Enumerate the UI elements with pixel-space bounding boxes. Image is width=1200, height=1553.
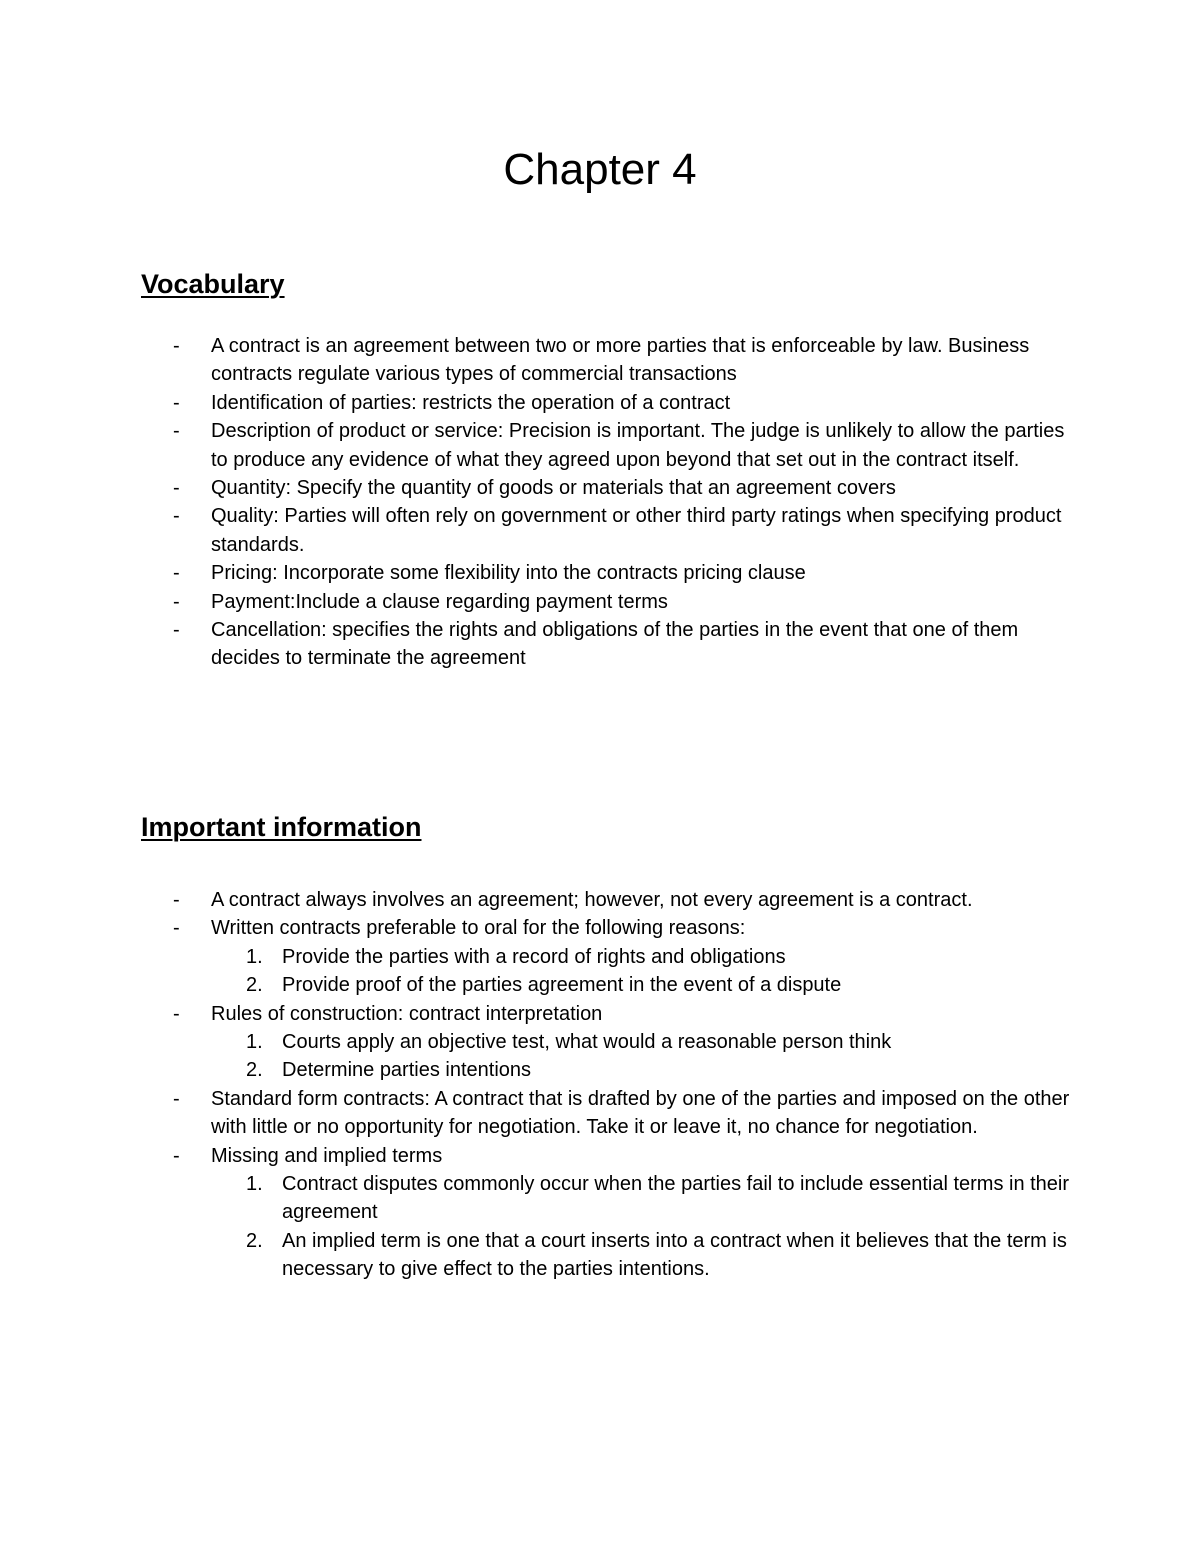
numbered-list-item <box>0 1028 1200 1056</box>
list-item <box>0 417 1200 474</box>
list-bullet: - <box>173 391 180 414</box>
list-bullet: - <box>173 1002 180 1025</box>
list-item <box>0 502 1200 559</box>
list-item <box>0 616 1200 673</box>
list-number: 2. <box>246 974 263 997</box>
list-item-text: Determine parties intentions <box>282 1059 532 1082</box>
list-number: 1. <box>246 1173 263 1196</box>
section-heading-important-information: Important information <box>141 812 422 842</box>
section-heading-vocabulary: Vocabulary <box>141 269 285 299</box>
list-bullet: - <box>173 1144 180 1167</box>
list-item <box>0 914 1200 942</box>
list-item-text: A contract always involves an agreement; however, not every agreement is a contract. <box>211 889 973 911</box>
list-item-text: Identification of parties: restricts the operation of a contract <box>211 391 731 414</box>
list-bullet: - <box>173 420 180 443</box>
list-bullet: - <box>173 917 180 940</box>
numbered-list-item <box>0 971 1200 999</box>
list-item <box>0 1142 1200 1170</box>
list-item <box>0 1085 1200 1142</box>
list-item-text: Quantity: Specify the quantity of goods or materials that an agreement covers <box>211 477 896 500</box>
numbered-list-item <box>0 1170 1200 1227</box>
list-item <box>0 332 1200 389</box>
list-item-text: Payment:Include a clause regarding payment terms <box>211 590 668 613</box>
list-number: 2. <box>246 1229 263 1252</box>
list-item <box>0 588 1200 616</box>
list-number: 1. <box>246 945 263 968</box>
numbered-list-item <box>0 1227 1200 1284</box>
list-number: 2. <box>246 1059 263 1082</box>
important-information-list <box>0 886 1200 1284</box>
list-bullet: - <box>173 335 180 357</box>
list-item-text: Rules of construction: contract interpretation <box>211 1002 603 1025</box>
list-bullet: - <box>173 562 180 585</box>
list-item-text: Courts apply an objective test, what would a reasonable person think <box>282 1031 892 1054</box>
list-item <box>0 886 1200 914</box>
list-bullet: - <box>173 1087 180 1110</box>
list-item <box>0 559 1200 587</box>
list-item-text: An implied term is one that a court inserts into a contract when it believes that the term is necessary to give effect to the parties intentions. <box>282 1229 1067 1281</box>
list-bullet: - <box>173 619 180 642</box>
list-item <box>0 389 1200 417</box>
list-bullet: - <box>173 590 180 613</box>
vocabulary-list <box>0 332 1200 673</box>
list-item-text: Quality: Parties will often rely on government or other third party ratings when specifying product standards. <box>211 505 1062 556</box>
list-number: 1. <box>246 1031 263 1054</box>
numbered-list-item <box>0 943 1200 971</box>
list-item <box>0 1000 1200 1028</box>
page-title: Chapter 4 <box>503 145 697 194</box>
list-bullet: - <box>173 477 180 500</box>
list-item-text: Description of product or service: Precision is important. The judge is unlikely to allow the parties to produce any evidence of what they agreed upon beyond that set out in the contract itself. <box>211 420 1065 471</box>
list-item-text: Cancellation: specifies the rights and obligations of the parties in the event that one of them decides to terminate the agreement <box>211 619 1019 670</box>
list-item-text: Provide the parties with a record of rights and obligations <box>282 945 786 968</box>
list-item-text: A contract is an agreement between two or more parties that is enforceable by law. Business contracts regulate various types of commercial transactions <box>211 335 1030 386</box>
list-item <box>0 474 1200 502</box>
list-item-text: Provide proof of the parties agreement in the event of a dispute <box>282 974 842 997</box>
list-item-text: Missing and implied terms <box>211 1144 443 1167</box>
list-item-text: Standard form contracts: A contract that is drafted by one of the parties and imposed on the other with little or no opportunity for negotiation. Take it or leave it, no chance for negotiation. <box>211 1087 1070 1139</box>
list-bullet: - <box>173 889 180 911</box>
list-item-text: Written contracts preferable to oral for the following reasons: <box>211 917 746 940</box>
list-bullet: - <box>173 505 180 528</box>
list-item-text: Pricing: Incorporate some flexibility into the contracts pricing clause <box>211 562 806 585</box>
numbered-list-item <box>0 1056 1200 1084</box>
list-item-text: Contract disputes commonly occur when the parties fail to include essential terms in their agreement <box>282 1173 1070 1224</box>
